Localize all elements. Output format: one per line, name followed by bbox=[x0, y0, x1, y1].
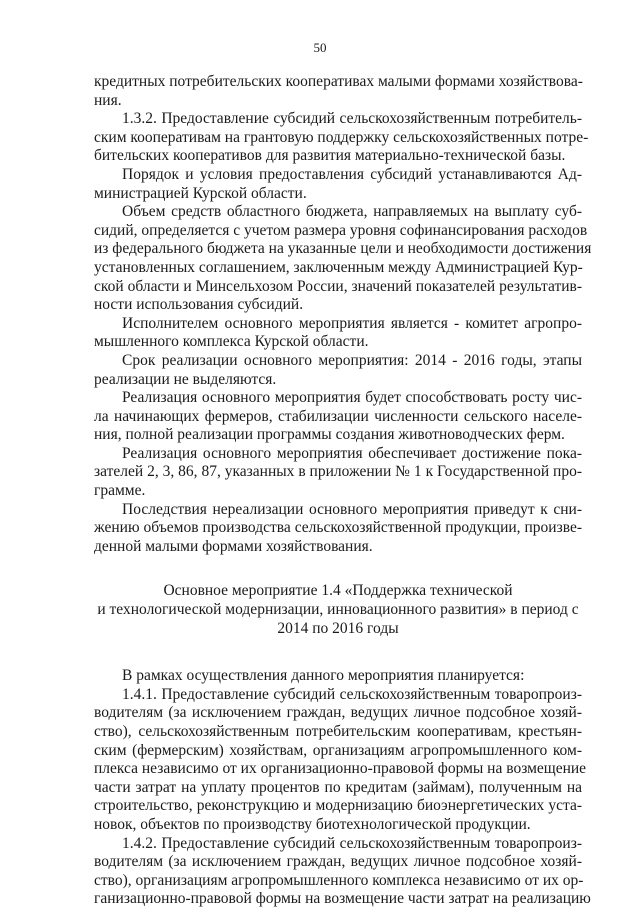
text-line: ство), организациям агропромышленного комплекса независимо от их ор- bbox=[94, 871, 584, 889]
text-line: ганизационно-правовой формы на возмещение части затрат на реализацию bbox=[94, 890, 591, 908]
text-line: ским (фермерским) хозяйствам, организациям агропромышленного ком- bbox=[94, 741, 582, 759]
paragraph bbox=[94, 685, 587, 835]
text-line: ния, полной реализации программы создания животноводческих ферм. bbox=[94, 426, 565, 444]
paragraph bbox=[94, 501, 582, 557]
text-line: 1.4.2. Предоставление субсидий сельскохозяйственным товаропроиз- bbox=[122, 834, 582, 852]
paragraph bbox=[94, 389, 582, 445]
heading-line: Основное мероприятие 1.4 «Поддержка технической bbox=[163, 582, 513, 600]
text-line: строительство, реконструкцию и модернизацию биоэнергетических уста- bbox=[94, 797, 582, 815]
text-line: 1.3.2. Предоставление субсидий сельскохозяйственным потребитель- bbox=[122, 110, 582, 128]
text-section-bottom bbox=[94, 667, 591, 909]
text-line: В рамках осуществления данного мероприятия планируется: bbox=[122, 667, 525, 685]
document-body bbox=[94, 73, 592, 909]
heading-line: и технологической модернизации, инновационного развития» в период с bbox=[97, 601, 579, 619]
text-line: сидий, определяется с учетом размера уровня софинансирования расходов bbox=[94, 221, 588, 239]
text-section-top bbox=[94, 73, 592, 556]
text-line: установленных соглашением, заключенным между Администрацией Кур- bbox=[94, 258, 583, 276]
text-line: из федерального бюджета на указанные цели и необходимости достижения bbox=[94, 240, 592, 258]
text-line: грамме. bbox=[94, 482, 146, 500]
text-line: жению объемов производства сельскохозяйственной продукции, произве- bbox=[94, 519, 582, 537]
page-number: 50 bbox=[313, 40, 327, 55]
text-line: Последствия нереализации основного мероприятия приведут к сни- bbox=[122, 500, 582, 518]
text-line: ской области и Минсельхозом России, значений показателей результатив- bbox=[94, 277, 582, 295]
text-line: Объем средств областного бюджета, направляемых на выплату суб- bbox=[122, 203, 582, 221]
text-line: зателей 2, 3, 86, 87, указанных в приложении № 1 к Государственной про- bbox=[94, 463, 582, 481]
paragraph bbox=[94, 203, 592, 315]
text-line: денной малыми формами хозяйствования. bbox=[94, 537, 373, 555]
text-line: мышленного комплекса Курской области. bbox=[94, 333, 369, 351]
text-line: Срок реализации основного мероприятия: 2014 - 2016 годы, этапы bbox=[122, 351, 582, 369]
paragraph bbox=[94, 110, 589, 166]
text-line: кредитных потребительских кооперативах малыми формами хозяйствова- bbox=[94, 73, 583, 90]
text-line: Исполнителем основного мероприятия является - комитет агропро- bbox=[122, 314, 582, 332]
text-line: Реализация основного мероприятия будет способствовать росту чис- bbox=[122, 389, 582, 407]
text-line: плекса независимо от их организационно-правовой формы на возмещение bbox=[94, 760, 587, 778]
text-line: бительских кооперативов для развития материально-технической базы. bbox=[94, 147, 566, 165]
paragraph bbox=[94, 667, 582, 686]
paragraph bbox=[94, 73, 582, 110]
heading-line: 2014 по 2016 годы bbox=[277, 619, 399, 637]
text-line: Порядок и условия предоставления субсидий устанавливаются Ад- bbox=[122, 165, 582, 183]
text-line: министрацией Курской области. bbox=[94, 184, 307, 202]
text-line: ния. bbox=[94, 91, 122, 109]
text-line: ским кооперативам на грантовую поддержку сельскохозяйственных потре- bbox=[94, 128, 589, 146]
text-line: части затрат на уплату процентов по кредитам (займам), полученным на bbox=[94, 778, 582, 796]
paragraph bbox=[94, 166, 582, 203]
text-line: водителям (за исключением граждан, ведущих личное подсобное хозяй- bbox=[94, 853, 582, 871]
text-line: ла начинающих фермеров, стабилизации численности сельского населе- bbox=[94, 407, 582, 425]
text-line: новок, объектов по производству биотехнологической продукции. bbox=[94, 815, 531, 833]
text-line: реализации не выделяются. bbox=[94, 370, 277, 388]
text-line: ство), сельскохозяйственным потребительским кооперативам, крестьян- bbox=[94, 723, 582, 740]
paragraph bbox=[94, 834, 591, 909]
text-line: ности использования субсидий. bbox=[94, 296, 304, 314]
paragraph bbox=[94, 315, 582, 352]
section-heading bbox=[94, 582, 582, 638]
text-line: Реализация основного мероприятия обеспечивает достижение пока- bbox=[122, 444, 582, 462]
paragraph bbox=[94, 445, 582, 501]
text-line: водителям (за исключением граждан, ведущих личное подсобное хозяй- bbox=[94, 704, 582, 722]
paragraph bbox=[94, 352, 582, 389]
text-line: 1.4.1. Предоставление субсидий сельскохозяйственным товаропроиз- bbox=[122, 685, 582, 703]
